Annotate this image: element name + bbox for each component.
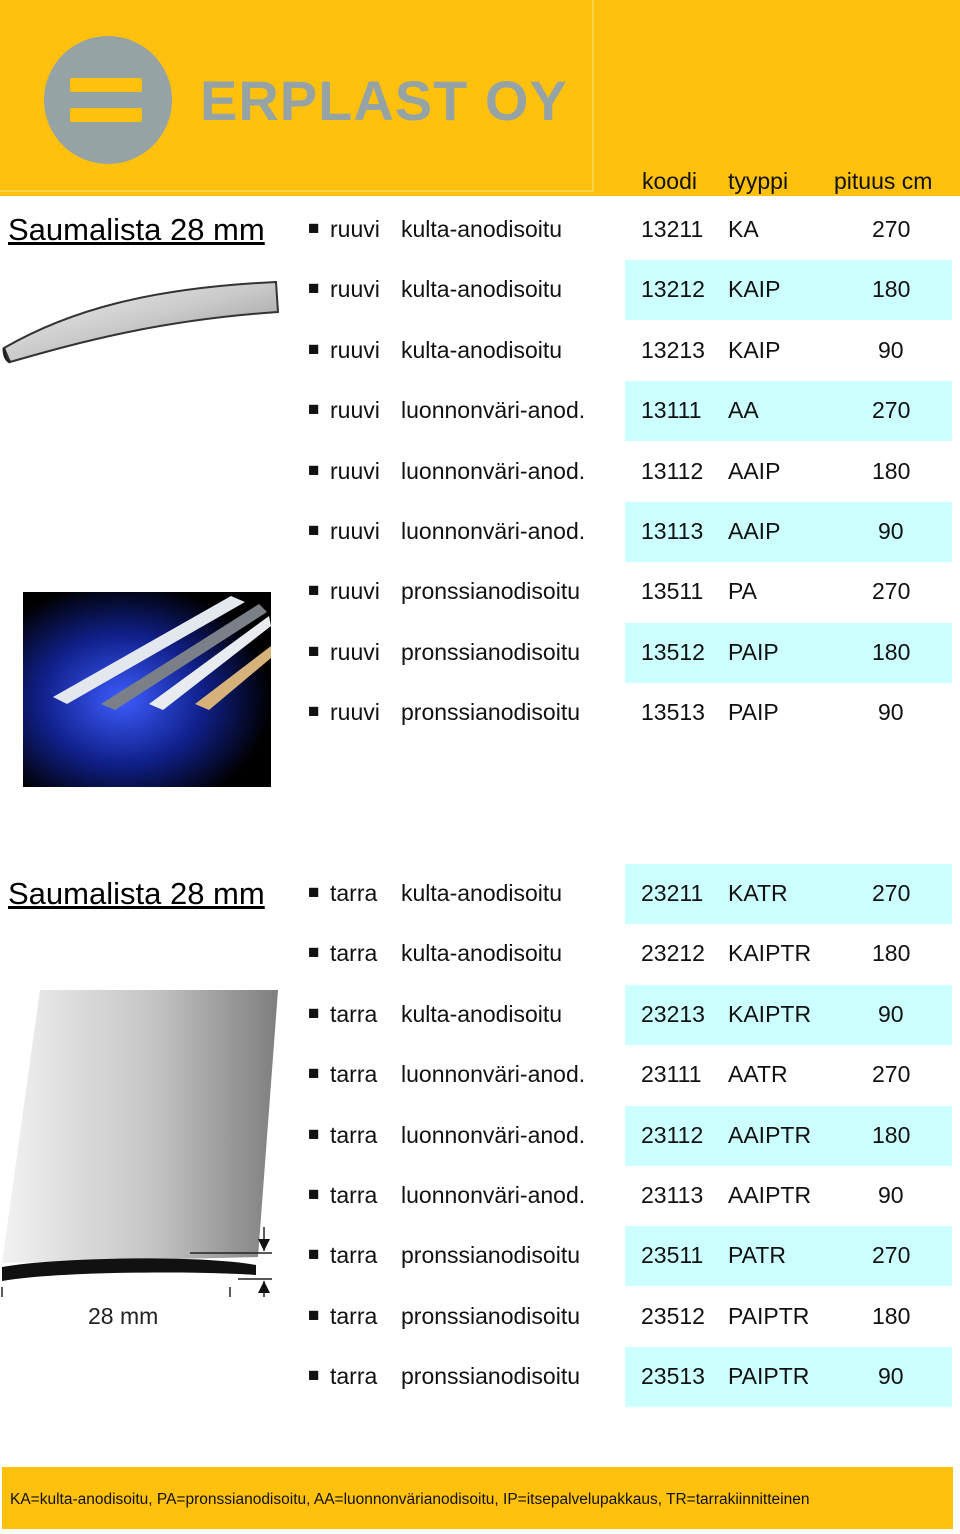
logo-bar-top [70, 78, 142, 92]
row-code: 23113 [641, 1182, 704, 1208]
table-row [0, 381, 960, 441]
logo-panel [0, 0, 594, 192]
logo-bar-bottom [70, 108, 142, 122]
row-finish: pronssianodisoitu [401, 638, 581, 665]
row-type: PATR [728, 1242, 786, 1269]
row-length: 270 [872, 1242, 911, 1269]
row-fastening: tarra [330, 1302, 378, 1329]
row-type: PAIP [728, 699, 779, 726]
row-code: 23211 [641, 880, 704, 906]
row-finish: luonnonväri-anod. [401, 457, 586, 484]
row-finish: kulta-anodisoitu [401, 276, 563, 303]
row-type: AAIPTR [728, 1182, 812, 1208]
row-bullet: ■ [308, 338, 320, 360]
row-length: 90 [878, 336, 904, 363]
row-fastening: ruuvi [330, 518, 380, 544]
table-row [0, 502, 960, 562]
row-finish: pronssianodisoitu [401, 578, 581, 605]
row-code: 13513 [641, 699, 705, 726]
brand-name: ERPLAST OY [200, 69, 568, 132]
row-type: PA [728, 578, 757, 605]
row-fastening: tarra [330, 880, 378, 906]
row-type: AAIP [728, 457, 781, 484]
logo-icon [44, 36, 172, 164]
row-fastening: ruuvi [330, 578, 380, 605]
table-row [0, 442, 960, 502]
row-length: 270 [872, 1061, 911, 1088]
row-type: AA [728, 397, 759, 424]
row-fastening: tarra [330, 1363, 378, 1390]
row-finish: pronssianodisoitu [401, 699, 581, 726]
row-finish: kulta-anodisoitu [401, 1000, 563, 1027]
row-bullet: ■ [308, 520, 320, 541]
table-row [0, 1347, 960, 1407]
column-header-length: pituus cm [834, 168, 933, 194]
row-finish: luonnonväri-anod. [401, 1121, 586, 1148]
row-length: 90 [878, 1363, 904, 1390]
row-fastening: tarra [330, 940, 378, 967]
row-type: KAIPTR [728, 1000, 812, 1027]
row-length: 180 [872, 1302, 911, 1329]
row-bullet: ■ [308, 1304, 320, 1326]
row-bullet: ■ [308, 399, 320, 421]
row-bullet: ■ [308, 1184, 320, 1205]
column-header-type: tyyppi [728, 168, 789, 194]
row-fastening: tarra [330, 1242, 378, 1269]
row-code: 13211 [641, 216, 704, 242]
profiles-photo-image [23, 592, 271, 787]
section-title-screw: Saumalista 28 mm [8, 212, 265, 247]
row-length: 90 [878, 1000, 904, 1027]
row-type: KAIP [728, 276, 781, 303]
row-finish: pronssianodisoitu [401, 1242, 581, 1269]
row-fastening: ruuvi [330, 397, 380, 424]
row-bullet: ■ [308, 1244, 320, 1266]
column-header-code: koodi [642, 168, 697, 194]
row-finish: pronssianodisoitu [401, 1302, 581, 1329]
row-bullet: ■ [308, 1365, 320, 1387]
row-finish: luonnonväri-anod. [401, 397, 586, 424]
row-code: 13213 [641, 336, 705, 363]
row-length: 90 [878, 1182, 904, 1208]
row-length: 180 [872, 638, 911, 665]
dimension-label: 28 mm [88, 1303, 159, 1329]
row-bullet: ■ [308, 1123, 320, 1145]
row-finish: luonnonväri-anod. [401, 1182, 586, 1208]
row-type: AATR [728, 1061, 788, 1088]
row-length: 90 [878, 699, 904, 726]
row-bullet: ■ [308, 701, 320, 723]
row-fastening: ruuvi [330, 216, 380, 242]
row-bullet: ■ [308, 278, 320, 300]
row-bullet: ■ [308, 1063, 320, 1085]
row-fastening: tarra [330, 1182, 378, 1208]
table-row [0, 924, 960, 984]
row-type: AAIPTR [728, 1121, 812, 1148]
row-code: 23212 [641, 940, 705, 967]
row-type: KATR [728, 880, 788, 906]
row-finish: kulta-anodisoitu [401, 216, 563, 242]
row-fastening: ruuvi [330, 699, 380, 726]
row-fastening: ruuvi [330, 457, 380, 484]
row-bullet: ■ [308, 218, 320, 239]
row-bullet: ■ [308, 640, 320, 662]
row-length: 180 [872, 1121, 911, 1148]
row-finish: kulta-anodisoitu [401, 940, 563, 967]
row-type: PAIPTR [728, 1363, 810, 1390]
row-finish: pronssianodisoitu [401, 1363, 581, 1390]
row-code: 23111 [641, 1061, 702, 1088]
row-length: 180 [872, 276, 911, 303]
footer-legend-bar [2, 1467, 953, 1529]
table-row [0, 200, 960, 260]
row-fastening: ruuvi [330, 276, 380, 303]
row-type: PAIP [728, 638, 779, 665]
row-fastening: tarra [330, 1121, 378, 1148]
row-length: 270 [872, 216, 911, 242]
table-row [0, 864, 960, 924]
section-title-adhesive: Saumalista 28 mm [8, 876, 265, 911]
row-bullet: ■ [308, 882, 320, 903]
row-fastening: tarra [330, 1061, 378, 1088]
row-bullet: ■ [308, 942, 320, 964]
row-type: KAIP [728, 336, 781, 363]
profile-curved-strip-image [0, 270, 280, 370]
row-fastening: tarra [330, 1000, 378, 1027]
row-code: 13511 [641, 578, 704, 605]
row-length: 180 [872, 457, 911, 484]
row-length: 270 [872, 880, 911, 906]
row-length: 180 [872, 940, 911, 967]
row-code: 13212 [641, 276, 705, 303]
row-type: KAIPTR [728, 940, 812, 967]
row-code: 23512 [641, 1302, 705, 1329]
row-code: 23513 [641, 1363, 705, 1390]
row-length: 90 [878, 518, 904, 544]
footer-legend: KA=kulta-anodisoitu, PA=pronssianodisoitu, AA=luonnonvärianodisoitu, IP=itsepalvelupakkaus, TR=tarrakiinnitteinen [10, 1491, 810, 1508]
row-code: 13111 [641, 397, 702, 424]
row-finish: kulta-anodisoitu [401, 880, 563, 906]
row-bullet: ■ [308, 459, 320, 481]
profiles-photo-svg [23, 592, 271, 787]
row-length: 270 [872, 397, 911, 424]
row-bullet: ■ [308, 1002, 320, 1024]
row-fastening: ruuvi [330, 638, 380, 665]
row-type: PAIPTR [728, 1302, 810, 1329]
row-code: 13113 [641, 518, 704, 544]
row-bullet: ■ [308, 580, 320, 602]
row-code: 13112 [641, 457, 704, 484]
row-finish: luonnonväri-anod. [401, 1061, 586, 1088]
row-code: 23112 [641, 1121, 704, 1148]
row-finish: luonnonväri-anod. [401, 518, 586, 544]
profile-flat-strip-image [0, 985, 290, 1300]
row-length: 270 [872, 578, 911, 605]
row-code: 23213 [641, 1000, 705, 1027]
row-finish: kulta-anodisoitu [401, 336, 563, 363]
row-type: KA [728, 216, 759, 242]
row-fastening: ruuvi [330, 336, 380, 363]
row-code: 23511 [641, 1242, 704, 1269]
row-type: AAIP [728, 518, 781, 544]
row-code: 13512 [641, 638, 705, 665]
